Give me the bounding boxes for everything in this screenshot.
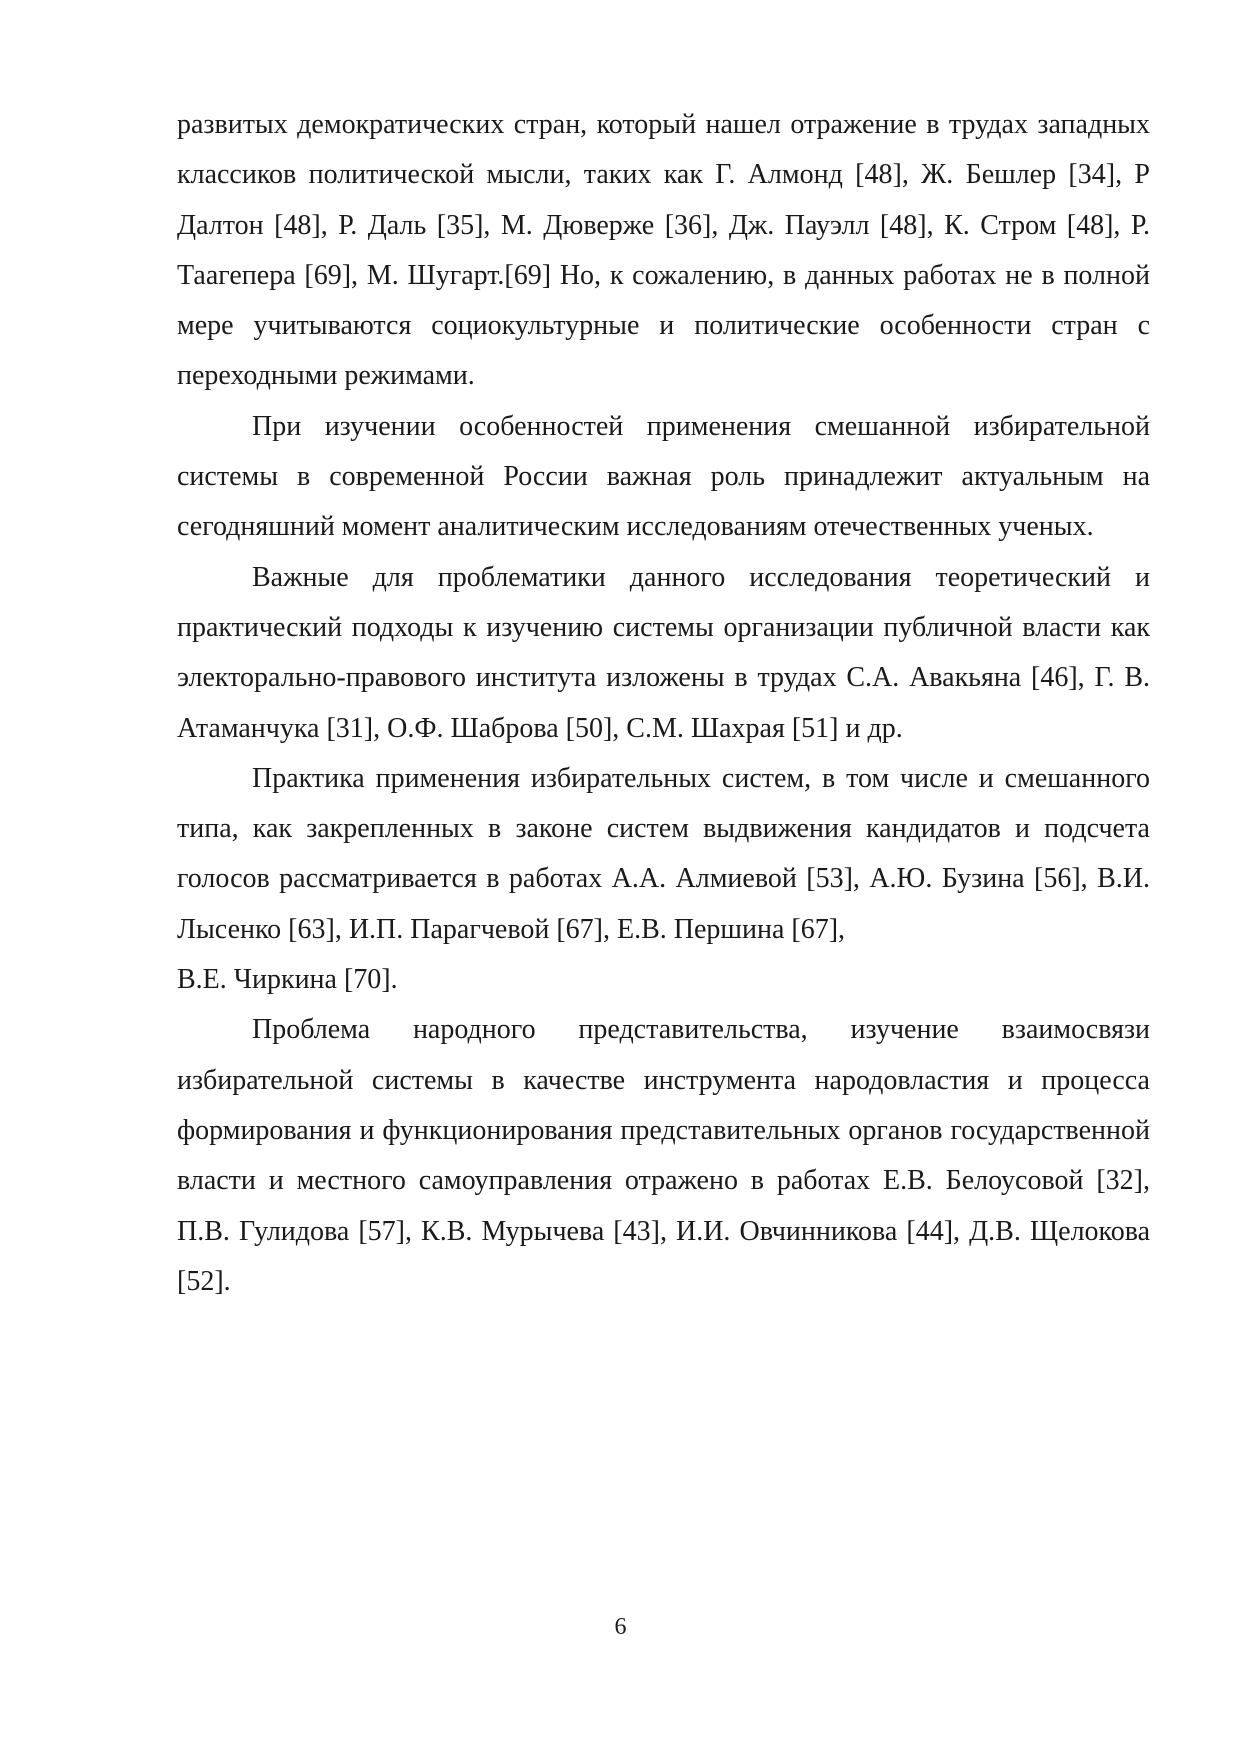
- paragraph-theoretical-approaches: Важные для проблематики данного исследования теоретический и практический подходы к изучению системы организации публичной власти как электорально-правового института изложены в трудах С.А. Авакьяна [46], Г. В. Атаманчука [31], О.Ф. Шаброва [50], С.М. Шахрая [51] и др.: [177, 561, 1150, 744]
- body-text: [177, 100, 1150, 1307]
- paragraph-mixed-system-research: При изучении особенностей применения смешанной избирательной системы в современной России важная роль принадлежит актуальным на сегодняшний момент аналитическим исследованиям отечественных ученых.: [177, 410, 1150, 543]
- paragraph-electoral-practice-end: В.Е. Чиркина [70].: [177, 964, 398, 996]
- page-number: 6: [614, 1614, 627, 1640]
- paragraph-electoral-practice: Практика применения избирательных систем, в том числе и смешанного типа, как закрепленных в законе систем выдвижения кандидатов и подсчета голосов рассматривается в работах А.А. Алмиевой [53], А.Ю. Бузина [56], В.И. Лысенко [63], И.П. Парагчевой [67], Е.В. Першина [67],: [177, 762, 1150, 945]
- paragraph-representation: Проблема народного представительства, изучение взаимосвязи избирательной системы в качестве инструмента народовластия и процесса формирования и функционирования представительных органов государственной власти и местного самоуправления отражено в работах Е.В. Белоусовой [32], П.В. Гулидова [57], К.В. Мурычева [43], И.И. Овчинникова [44], Д.В. Щелокова [52].: [177, 1014, 1150, 1297]
- paragraph-continuation: развитых демократических стран, который нашел отражение в трудах западных классиков политической мысли, таких как Г. Алмонд [48], Ж. Бешлер [34], Р Далтон [48], Р. Даль [35], М. Дюверже [36], Дж. Пауэлл [48], К. Стром [48], Р. Таагепера [69], М. Шугарт.[69] Но, к сожалению, в данных работах не в полной мере учитываются социокультурные и политические особенности стран с переходными режимами.: [177, 109, 1150, 392]
